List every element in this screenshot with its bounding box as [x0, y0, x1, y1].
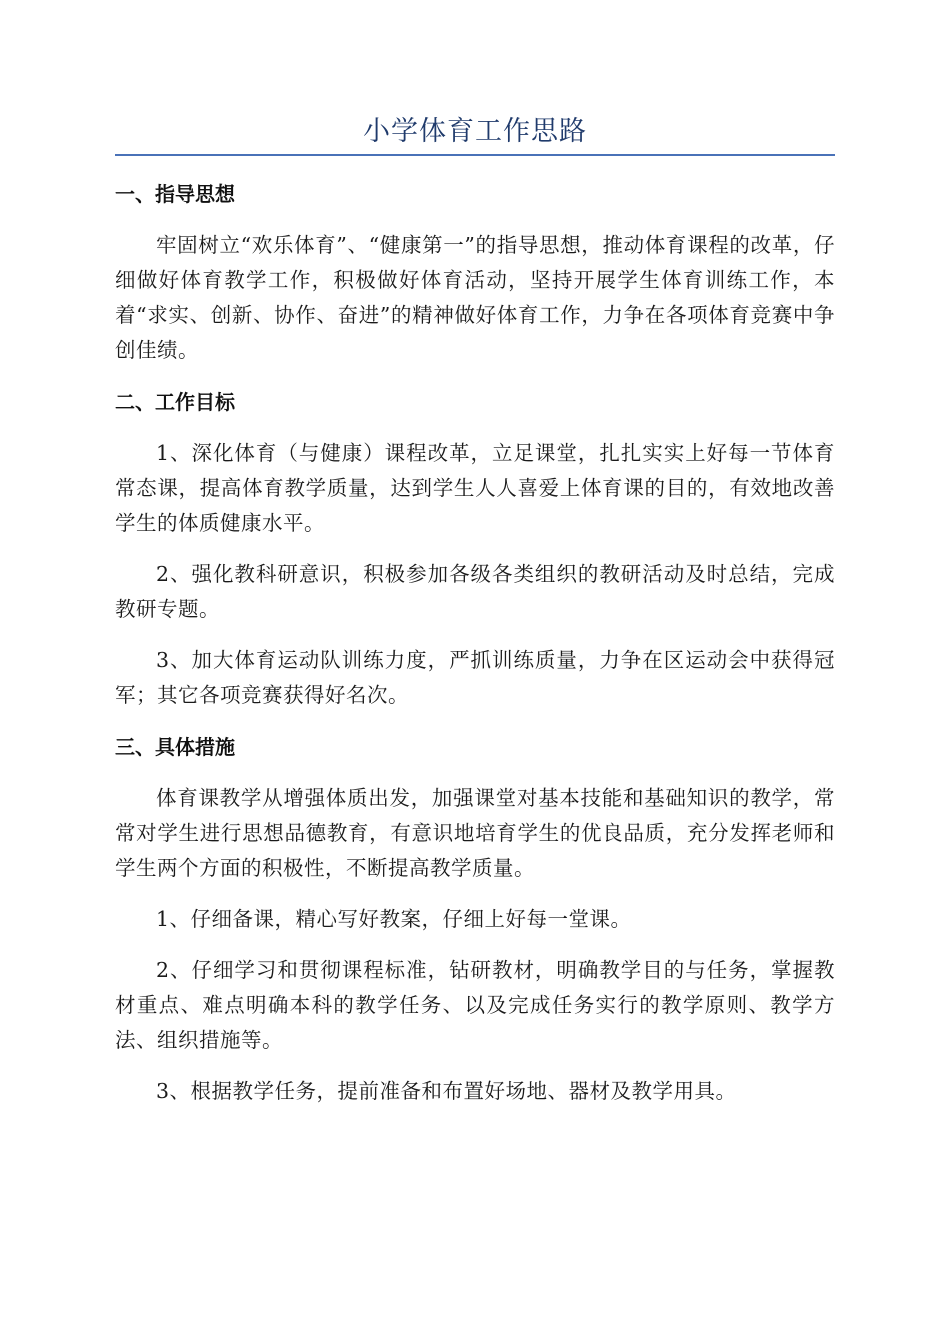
title-underline: [115, 154, 835, 156]
paragraph: 2、仔细学习和贯彻课程标准，钻研教材，明确教学目的与任务，掌握教材重点、难点明确本科的教学任务、以及完成任务实行的教学原则、教学方法、组织措施等。: [115, 958, 835, 1052]
section-heading: 三、具体措施: [115, 735, 235, 759]
section-heading: 二、工作目标: [115, 390, 235, 414]
paragraph: 3、根据教学任务，提前准备和布置好场地、器材及教学用具。: [156, 1079, 737, 1103]
document-body: [115, 176, 835, 1125]
paragraph: 体育课教学从增强体质出发，加强课堂对基本技能和基础知识的教学，常常对学生进行思想品德教育，有意识地培育学生的优良品质，充分发挥老师和学生两个方面的积极性，不断提高教学质量。: [115, 786, 835, 880]
document-title: 小学体育工作思路: [363, 116, 587, 147]
paragraph: 牢固树立“欢乐体育”、“健康第一”的指导思想，推动体育课程的改革，仔细做好体育教学工作，积极做好体育活动，坚持开展学生体育训练工作，本着“求实、创新、协作、奋进”的精神做好体育工作，力争在各项体育竞赛中争创佳绩。: [115, 233, 835, 362]
section-work-goals: [115, 384, 835, 713]
paragraph: 1、深化体育（与健康）课程改革，立足课堂，扎扎实实上好每一节体育常态课，提高体育教学质量，达到学生人人喜爱上体育课的目的，有效地改善学生的体质健康水平。: [115, 441, 835, 535]
section-specific-measures: [115, 729, 835, 1109]
paragraph: 2、强化教科研意识，积极参加各级各类组织的教研活动及时总结，完成教研专题。: [115, 562, 835, 621]
paragraph: 1、仔细备课，精心写好教案，仔细上好每一堂课。: [156, 907, 632, 931]
paragraph: 3、加大体育运动队训练力度，严抓训练质量，力争在区运动会中获得冠军；其它各项竞赛获得好名次。: [115, 648, 835, 707]
section-heading: 一、指导思想: [115, 182, 235, 206]
section-guiding-thought: [115, 176, 835, 368]
